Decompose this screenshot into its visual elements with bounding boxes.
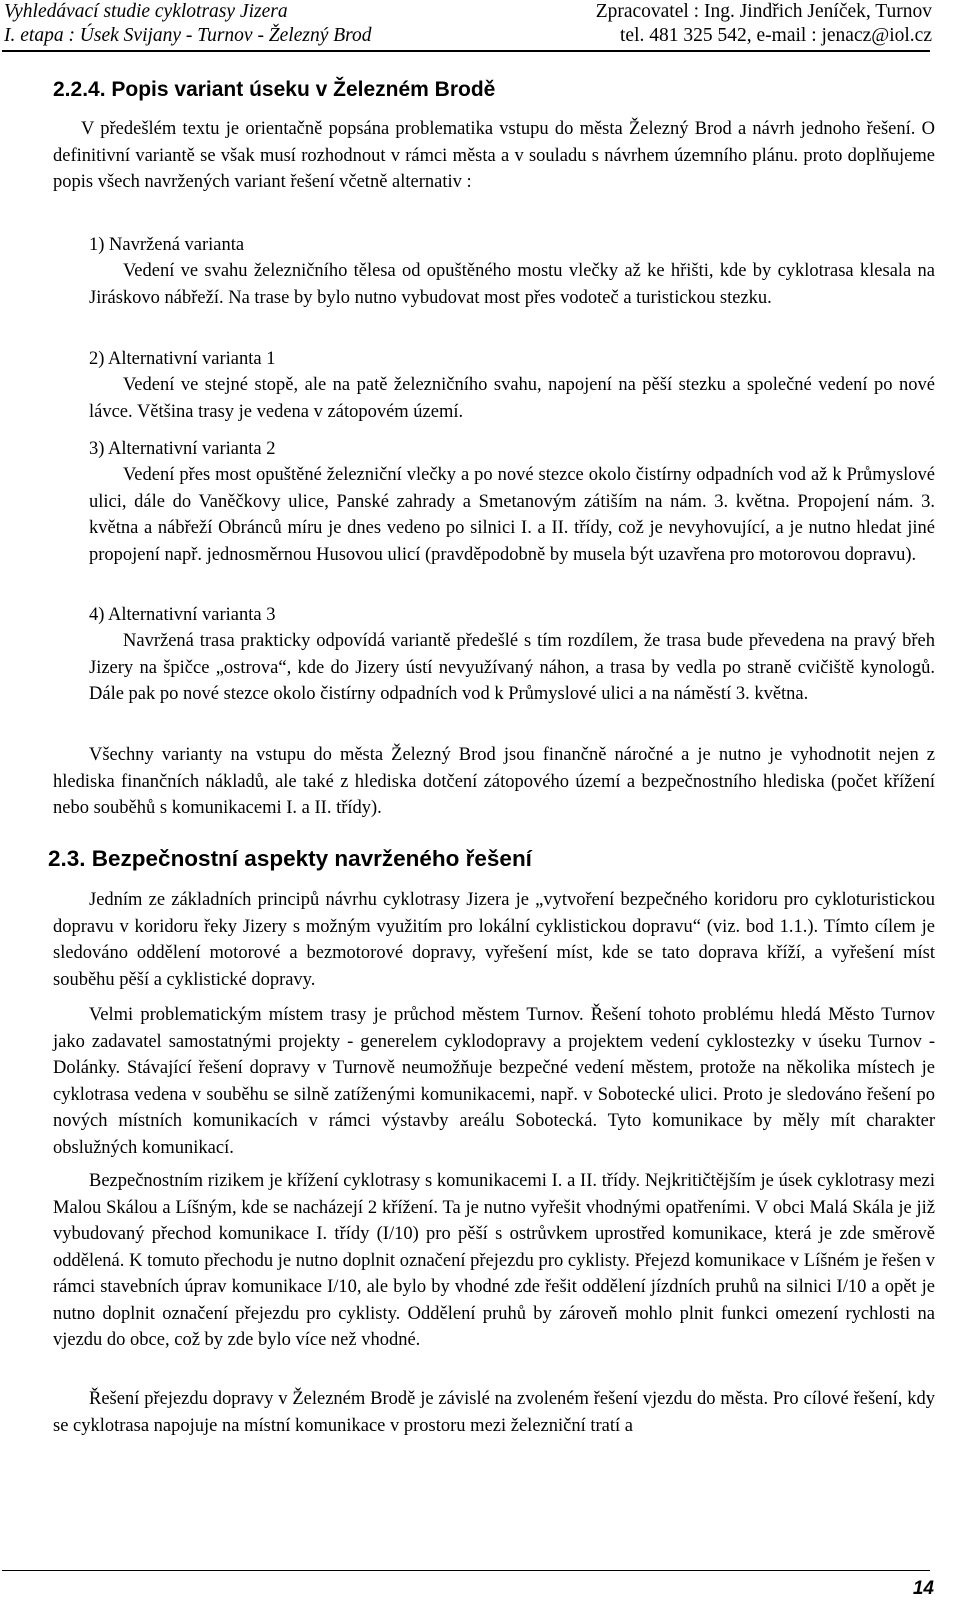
variant-4-label: 4) Alternativní varianta 3: [89, 605, 276, 625]
header-stage-title: I. etapa : Úsek Svijany - Turnov - Železný Brod: [4, 25, 372, 46]
variant-3-text: Vedení přes most opuštěné železniční vlečky a po nové stezce okolo čistírny odpadních vod až k Průmyslové ulici, dále do Vaněčkovy ulice, Panské zahrady a Smetanovým zátiším na nám. 3. května. Propojení nám. 3. května a nábřeží Obránců míru je dnes vedeno po silnici I. a II. třídy, což je nevyhovující, a je nutno hledat jiné propojení např. jednosměrnou Husovou ulicí (pravděpodobně by musela být uzavřena pro motorovou dopravu).: [89, 465, 935, 565]
variant-4-text: Navržená trasa prakticky odpovídá variantě předešlé s tím rozdílem, že trasa bude převedena na pravý břeh Jizery na špičce „ostrova“, kde do Jizery ústí nevyužívaný náhon, a trasa by vedla po straně cvičiště kynologů. Dále pak po nové stezce okolo čistírny odpadních vod k Průmyslové ulici a na náměstí 3. května.: [89, 631, 935, 704]
variant-1-label: 1) Navržená varianta: [89, 235, 245, 255]
variant-3-label: 3) Alternativní varianta 2: [89, 439, 276, 459]
variant-2-text: Vedení ve stejné stopě, ale na patě železničního svahu, napojení na pěší stezku a společné vedení po nové lávce. Většina trasy je vedena v zátopovém území.: [89, 375, 935, 422]
page-number: 14: [912, 1578, 934, 1599]
header-author: Zpracovatel : Ing. Jindřich Jeníček, Turnov: [595, 1, 932, 22]
safety-paragraph-4: Řešení přejezdu dopravy v Železném Brodě je závislé na zvoleném řešení vjezdu do města. Pro cílové řešení, kdy se cyklotrasa napojuje na místní komunikace v prostoru mezi železniční tratí a: [53, 1389, 935, 1436]
safety-paragraph-1: Jedním ze základních principů návrhu cyklotrasy Jizera je „vytvoření bezpečného koridoru pro cykloturistickou dopravu v koridoru řeky Jizery s možným využitím pro lokální cyklistickou dopravu“ (viz. bod 1.1.). Tímto cílem je sledováno oddělení motorové a bezmotorové dopravy, vyřešení míst, kde se tato doprava kříží, a vyřešení míst souběhu pěší a cyklistické dopravy.: [53, 890, 935, 990]
safety-paragraph-3: Bezpečnostním rizikem je křížení cyklotrasy s komunikacemi I. a II. třídy. Nejkritičtějším je úsek cyklotrasy mezi Malou Skálou a Líšným, kde se nacházejí 2 křížení. Ta je nutno vyřešit vhodnými opatřeními. V obci Malá Skála je již vybudovaný přechod komunikace I. třídy (I/10) pro pěší s ostrůvkem uprostřed komunikace, která je zde směrově oddělená. K tomuto přechodu je nutno doplnit označení přejezdu pro cyklisty. Přejezd komunikace v Líšném je řešen v rámci stavebních úprav komunikace I/10, ale bylo by vhodné zde řešit oddělení jízdních pruhů na silnici I/10 a opět je nutno doplnit označení přejezdu pro cyklisty. Oddělení pruhů by zároveň mohlo plnit funkci omezení rychlosti na vjezdu do obce, což by zde bylo více než vhodné.: [53, 1171, 935, 1350]
section-heading-2-3: 2.3. Bezpečnostní aspekty navrženého řešení: [48, 846, 532, 871]
variant-1-text: Vedení ve svahu železničního tělesa od opuštěného mostu vlečky až ke hřišti, kde by cyklotrasa klesala na Jiráskovo nábřeží. Na trase by bylo nutno vybudovat most přes vodoteč a turistickou stezku.: [89, 261, 935, 308]
section-heading-2-2-4: 2.2.4. Popis variant úseku v Železném Brodě: [53, 78, 496, 101]
safety-paragraph-2: Velmi problematickým místem trasy je průchod městem Turnov. Řešení tohoto problému hledá Město Turnov jako zadavatel samostatnými projekty - generelem cyklodopravy a projektem vedení cyklostezky v úseku Turnov - Dolánky. Stávající řešení dopravy v Turnově neumožňuje bezpečné vedení městem, protože na několika místech je cyklotrasa vedena v souběhu se silně zatíženými komunikacemi, např. v Sobotecké ulici. Proto je sledováno řešení po nových místních komunikacích v rámci výstavby areálu Sobotecká. Tyto komunikace by měly mít charakter obslužných komunikací.: [53, 1005, 935, 1158]
header-study-title: Vyhledávací studie cyklotrasy Jizera: [4, 1, 288, 22]
page-header: [0, 0, 960, 52]
intro-paragraph: V předešlém textu je orientačně popsána problematika vstupu do města Železný Brod a návrh jednoho řešení. O definitivní variantě se však musí rozhodnout v rámci města a v souladu s návrhem územního plánu. proto doplňujeme popis všech navržených variant řešení včetně alternativ :: [53, 119, 935, 192]
footer-divider: [2, 1570, 930, 1571]
closing-paragraph: Všechny varianty na vstupu do města Železný Brod jsou finančně náročné a je nutno je vyhodnotit nejen z hlediska finančních nákladů, ale také z hlediska dotčení zátopového území a bezpečnostního hlediska (počet křížení nebo souběhů s komunikacemi I. a II. třídy).: [53, 745, 935, 818]
variant-2-label: 2) Alternativní varianta 1: [89, 349, 276, 369]
header-divider: [2, 50, 930, 52]
header-contact: tel. 481 325 542, e-mail : jenacz@iol.cz: [620, 25, 932, 46]
